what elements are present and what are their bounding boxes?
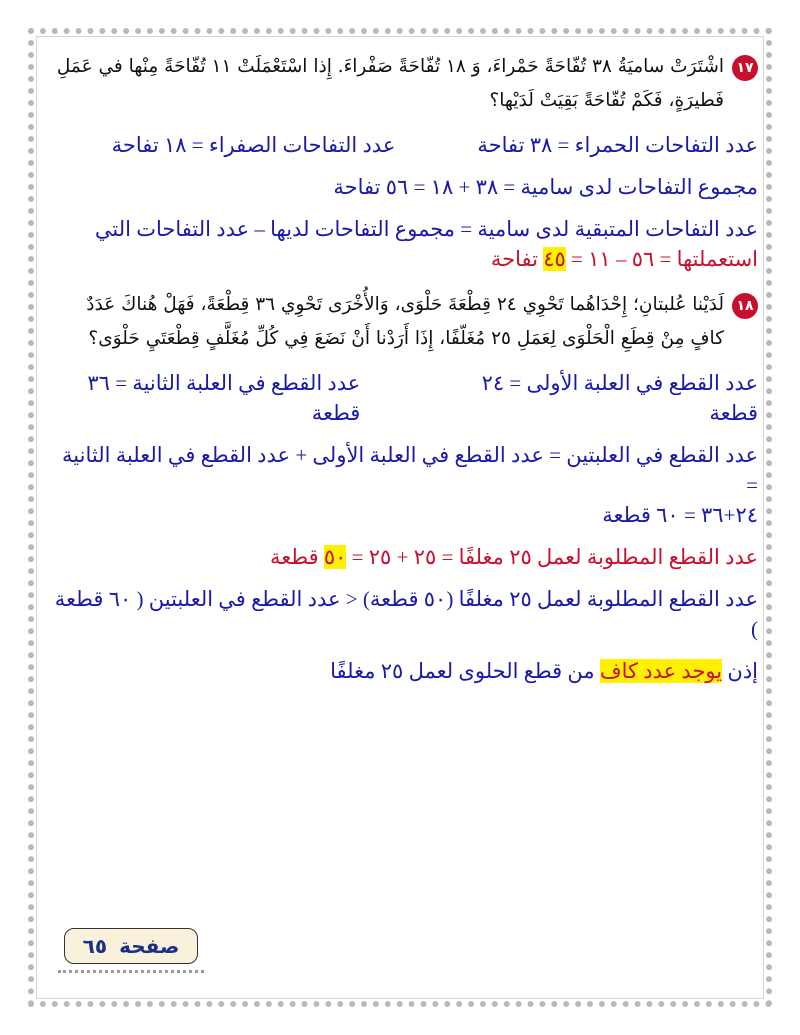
box1-line: عدد القطع في العلبة الأولى = ٢٤ قطعة	[481, 371, 758, 425]
page-number-badge	[64, 928, 198, 964]
box-counts-row	[48, 368, 758, 428]
total-apples-line: مجموع التفاحات لدى سامية = ٣٨ + ١٨ = ٥٦ تفاحة	[333, 175, 758, 199]
yellow-apples-line: عدد التفاحات الصفراء = ١٨ تفاحة	[111, 133, 396, 157]
question-18-header	[48, 288, 758, 356]
page-number-underline	[58, 966, 204, 973]
sum-line	[48, 440, 758, 530]
question-number-badge: ١٨	[732, 293, 758, 319]
comparison-line: عدد القطع المطلوبة لعمل ٢٥ مغلفًا (٥٠ قطعة) < عدد القطع في العلبتين ( ٦٠ قطعة )	[54, 587, 758, 641]
box2-line: عدد القطع في العلبة الثانية = ٣٦ قطعة	[87, 371, 361, 425]
remaining-equation: استعملتها = ٥٦ – ١١ =	[565, 247, 758, 271]
needed-pieces-line	[48, 542, 758, 572]
question-17-header	[48, 50, 758, 118]
worksheet-content	[48, 50, 758, 686]
conclusion-highlight: يوجد عدد كاف	[599, 659, 723, 683]
remaining-line-2	[48, 244, 758, 274]
remaining-line-1: عدد التفاحات المتبقية لدى سامية = مجموع التفاحات لديها – عدد التفاحات التي	[94, 217, 758, 241]
sum-line-1: عدد القطع في العلبتين = عدد القطع في العلبة الأولى + عدد القطع في العلبة الثانية =	[62, 443, 758, 497]
apple-counts-row	[48, 130, 758, 160]
conclusion-line	[48, 656, 758, 686]
page-number: ٦٥	[82, 934, 108, 958]
sum-line-2: ٢٤+٣٦ = ٦٠ قطعة	[602, 503, 758, 527]
page-label: صفحة	[119, 934, 180, 958]
remaining-apples-line	[48, 214, 758, 274]
question-number-badge: ١٧	[732, 55, 758, 81]
conclusion-suffix: من قطع الحلوى لعمل ٢٥ مغلفًا	[330, 659, 600, 683]
needed-unit: قطعة	[269, 545, 324, 569]
question-text: لَدَيْنا عُلبتانِ؛ إِحْدَاهُما تَحْوِي ٢٤ قِطْعَةَ حَلْوَى، وَالأُخْرَى تَحْوِي ٣٦ قِطْعَةً، فَهَلْ هُناكَ عَدَدٌ كافٍ مِنْ قِطَعِ الْحَلْوَى لِعَمَلِ ٢٥ مُغَلّفًا، إِذَا أَرَدْنا أَنْ نَضَعَ فِي كُلِّ مُغَلَّفٍ قِطْعَتَيِ حَلْوَى؟	[86, 294, 724, 349]
question-text: اشْتَرَتْ ساميَةُ ٣٨ تُفّاحَةً حَمْراءَ، وَ ١٨ تُفّاحَةً صَفْراءَ. إِذا اسْتَعْمَلَتْ ١١ تُفّاحَةً مِنْها في عَمَلِ فَطيرَةٍ، فَكَمْ تُفّاحَةً بَقِيَتْ لَدَيْها؟	[56, 56, 724, 111]
question-17	[48, 50, 758, 274]
question-18	[48, 288, 758, 686]
red-apples-line: عدد التفاحات الحمراء = ٣٨ تفاحة	[477, 133, 758, 157]
conclusion-prefix: إذن	[722, 659, 758, 683]
remaining-result: ٤٥	[543, 247, 566, 271]
remaining-unit: تفاحة	[490, 247, 544, 271]
needed-equation: عدد القطع المطلوبة لعمل ٢٥ مغلفًا = ٢٥ + ٢٥ =	[346, 545, 758, 569]
needed-result: ٥٠	[323, 545, 347, 569]
